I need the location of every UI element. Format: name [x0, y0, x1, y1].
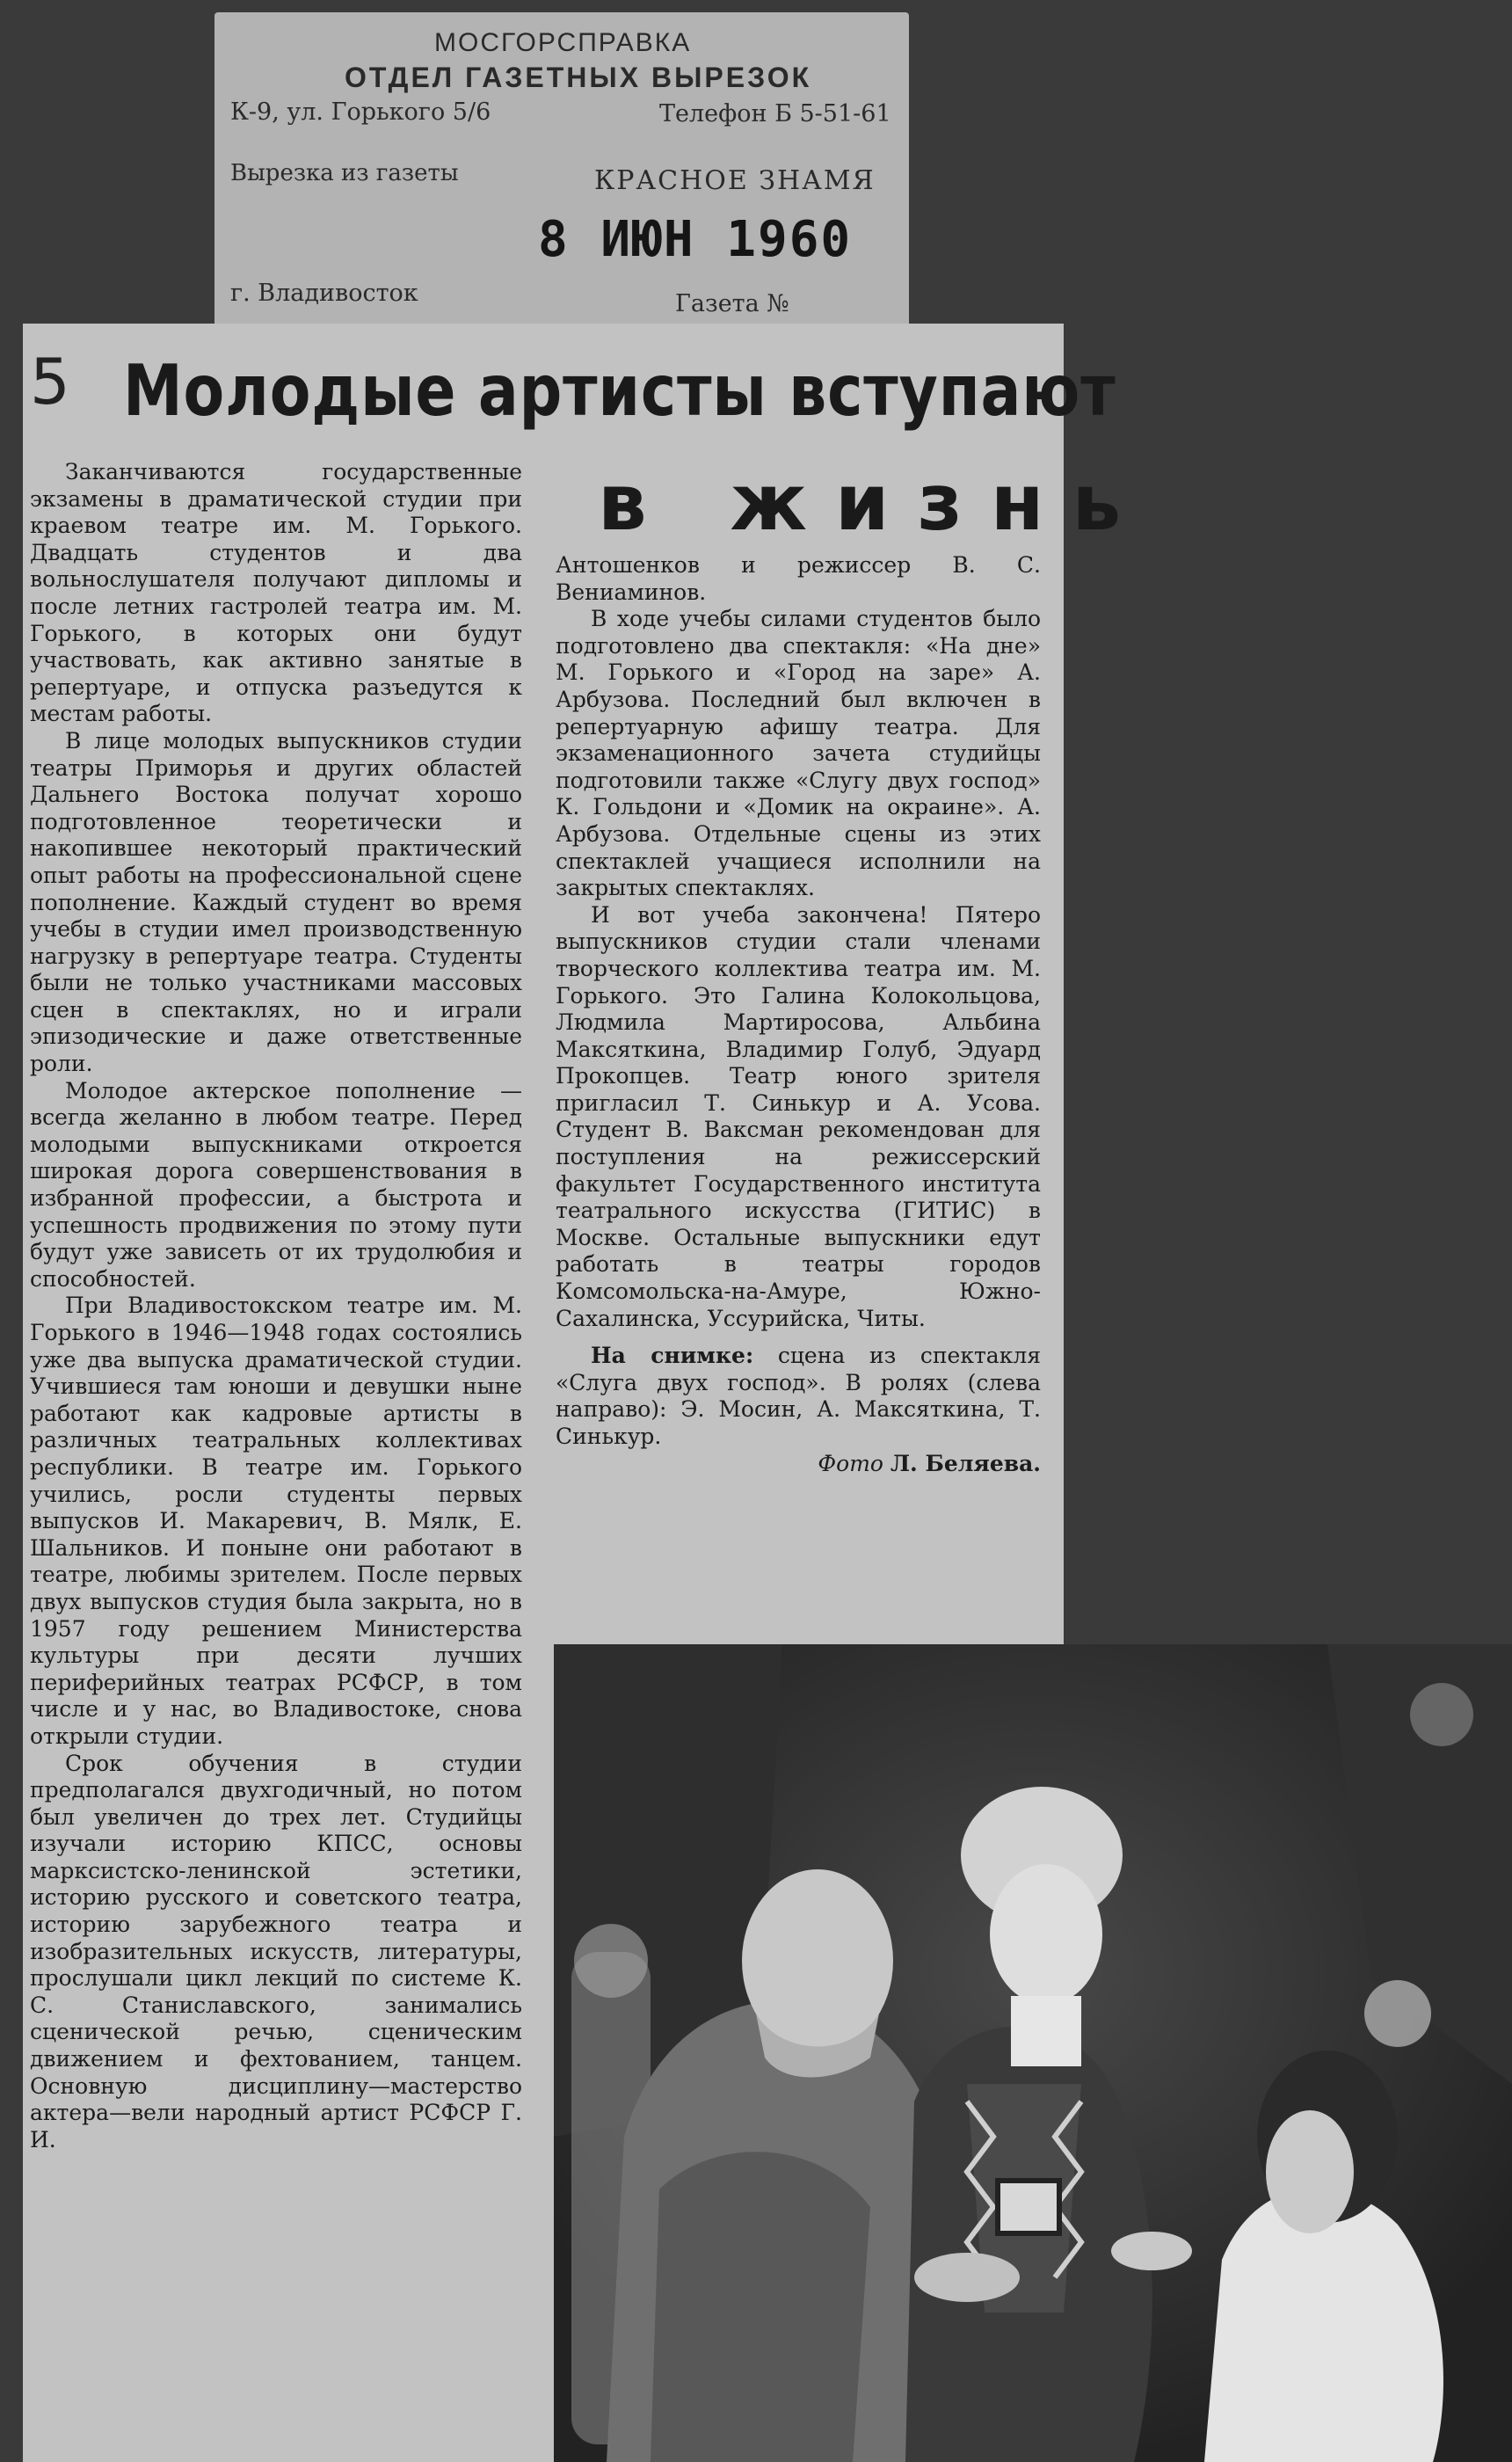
photo-credit-label: Фото	[818, 1450, 890, 1476]
photo-credit-name: Л. Беляева.	[890, 1450, 1041, 1476]
issue-number-label: Газета №	[675, 290, 789, 317]
paragraph: В лице молодых выпускников студии театры Приморья и других областей Дальнего Востока получат хорошо подготовленное теоретически и накопившее некоторый практический опыт работы на профессиональной сцене пополнение. Каждый студент во время учебы в студии имел производственную нагрузку в репертуаре театра. Студенты были не только участниками массовых сцен в спектаклях, но и играли эпизодические и даже ответственные роли.	[30, 727, 522, 1077]
clipping-city: г. Владивосток	[230, 280, 418, 307]
caption-lead: На снимке:	[591, 1343, 754, 1369]
clipping-date-stamp: 8 ИЮН 1960	[538, 211, 853, 268]
paragraph: Заканчиваются государственные экзамены в драматической студии при краевом театре им. М. Горького. Двадцать студентов и два вольнослушателя получают дипломы и после летних гастролей театра им. М. Горького, в которых они будут участвовать, как активно занятые в репертуаре, и отпуска разъедутся к местам работы.	[30, 459, 522, 727]
stage-photo	[554, 1644, 1512, 2462]
caption-text: сцена из спектакля «Слуга двух господ». В ролях (слева направо): Э. Мосин, А. Максяткина, Т. Синькур.	[556, 1343, 1041, 1449]
agency-phone: Телефон Б 5-51-61	[659, 100, 891, 127]
article-column-2	[556, 552, 1041, 1634]
paragraph: Антошенков и режиссер В. С. Вениаминов.	[556, 552, 1041, 605]
department-name: ОТДЕЛ ГАЗЕТНЫХ ВЫРЕЗОК	[345, 62, 812, 93]
article-column-1	[30, 459, 522, 2446]
paragraph: И вот учеба закончена! Пятеро выпускников студии стали членами творческого коллектива театра им. М. Горького. Это Галина Колокольцова, Людмила Мартиросова, Альбина Максяткина, Владимир Голуб, Эдуард Прокопцев. Театр юного зрителя пригласил Т. Синькур и А. Усова. Студент В. Ваксман рекомендован для поступления на режиссерский факультет Государственного института театрального искусства (ГИТИС) в Москве. Остальные выпускники едут работать в театры городов Комсомольска-на-Амуре, Южно-Сахалинска, Уссурийска, Читы.	[556, 901, 1041, 1331]
headline-line-1: Молодые артисты вступают	[123, 350, 1116, 432]
paragraph: При Владивостокском театре им. М. Горького в 1946—1948 годах состоялись уже два выпуска драматической студии. Учившиеся там юноши и девушки ныне работают как кадровые артисты в различных театральных коллективах республики. В театре им. Горького учились, росли студенты первых выпусков И. Макаревич, В. Мялк, Е. Шальников. И поныне они работают в театре, любимы зрителем. После первых двух выпусков студия была закрыта, но в 1957 году решением Министерства культуры при десяти лучших периферийных театрах РСФСР, в том числе и у нас, во Владивостоке, снова открыли студии.	[30, 1293, 522, 1749]
agency-name: МОСГОРСПРАВКА	[434, 28, 692, 57]
headline-line-2: в жизнь	[598, 457, 1150, 548]
stage-photo-illustration	[554, 1644, 1512, 2462]
photo-caption	[556, 1343, 1041, 1450]
clipping-from-label: Вырезка из газеты	[230, 160, 459, 186]
paragraph: Срок обучения в студии предполагался двухгодичный, но потом был увеличен до трех лет. Студийцы изучали историю КПСС, основы марксистско-ленинской эстетики, историю русского и советского театра, историю зарубежного театра и изобразительных искусств, литературы, прослушали цикл лекций по системе К. С. Станиславского, занимались сценической речью, сценическим движением и фехтованием, танцем. Основную дисциплину—мастерство актера—вели народный артист РСФСР Г. И.	[30, 1750, 522, 2152]
handwritten-page-number: 5	[30, 345, 70, 419]
newspaper-name: КРАСНОЕ ЗНАМЯ	[594, 165, 876, 196]
paragraph: В ходе учебы силами студентов было подготовлено два спектакля: «На дне» М. Горького и «Город на заре» А. Арбузова. Последний был включен в репертуарную афишу театра. Для экзаменационного зачета студийцы подготовили также «Слугу двух господ» К. Гольдони и «Домик на окраине». А. Арбузова. Отдельные сцены из этих спектаклей учащиеся исполнили на закрытых спектаклях.	[556, 606, 1041, 901]
photo-credit	[556, 1451, 1041, 1478]
paragraph: Молодое актерское пополнение — всегда желанно в любом театре. Перед молодыми выпускниками откроется широкая дорога совершенствования в избранной профессии, а быстрота и успешность продвижения по этому пути будут уже зависеть от их трудолюбия и способностей.	[30, 1077, 522, 1292]
agency-address: К-9, ул. Горького 5/6	[230, 98, 491, 126]
